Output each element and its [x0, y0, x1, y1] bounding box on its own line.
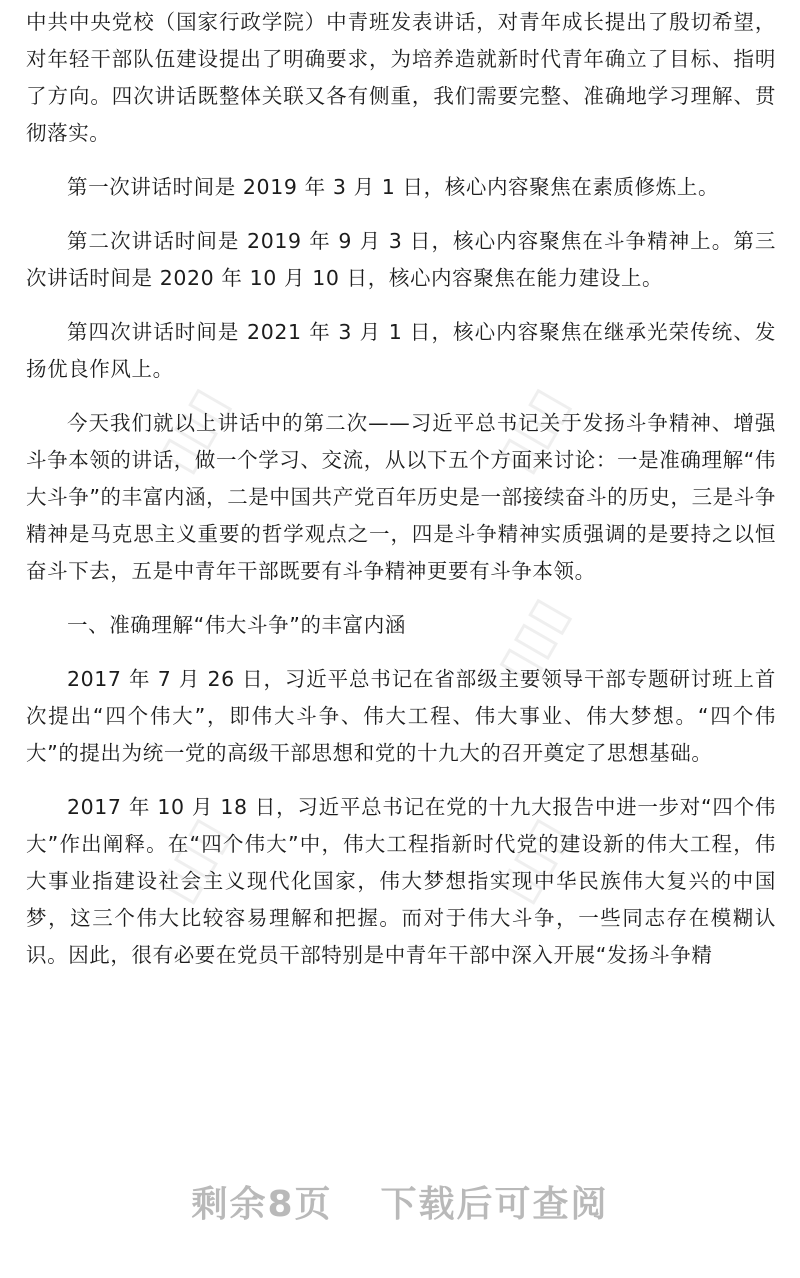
watermark-icon: ▯▯▯ [485, 377, 581, 483]
section-heading: 一、准确理解“伟大斗争”的丰富内涵 [67, 613, 406, 637]
watermark-icon: ▯▯▯ [485, 807, 581, 913]
paragraph-intro: 中共中央党校（国家行政学院）中青班发表讲话，对青年成长提出了殷切希望，对年轻干部队伍建设提出了明确要求，为培养造就新时代青年确立了目标、指明了方向。四次讲话既整体关联又各有侧重，我们需要完整、准确地学习理解、贯彻落实。 [26, 10, 776, 145]
download-banner[interactable] [0, 1176, 800, 1227]
watermark-icon: ▯▯▯ [145, 377, 241, 483]
paragraph-first-speech: 第一次讲话时间是 2019 年 3 月 1 日，核心内容聚焦在素质修炼上。 [67, 175, 720, 199]
download-hint-label: 下载后可查阅 [380, 1184, 609, 1225]
paragraph-four-greats-origin: 2017 年 7 月 26 日，习近平总书记在省部级主要领导干部专题研讨班上首次提出“四个伟大”，即伟大斗争、伟大工程、伟大事业、伟大梦想。“四个伟大”的提出为统一党的高级干部思想和党的十九大的召开奠定了思想基础。 [26, 667, 776, 765]
watermark-icon: ▯▯▯ [145, 807, 241, 913]
paragraph-second-third-speech: 第二次讲话时间是 2019 年 9 月 3 日，核心内容聚焦在斗争精神上。第三次讲话时间是 2020 年 10 月 10 日，核心内容聚焦在能力建设上。 [26, 229, 776, 290]
watermark-icon: ▯▯▯ [485, 587, 581, 693]
paragraph-fourth-speech: 第四次讲话时间是 2021 年 3 月 1 日，核心内容聚焦在继承光荣传统、发扬优良作风上。 [26, 320, 776, 381]
paragraph-four-greats-explanation: 2017 年 10 月 18 日，习近平总书记在党的十九大报告中进一步对“四个伟大”作出阐释。在“四个伟大”中，伟大工程指新时代党的建设新的伟大工程，伟大事业指建设社会主义现代化国家，伟大梦想指实现中华民族伟大复兴的中国梦，这三个伟大比较容易理解和把握。而对于伟大斗争，一些同志存在模糊认识。因此，很有必要在党员干部特别是中青年干部中深入开展“发扬斗争精 [26, 795, 776, 967]
document-body [26, 4, 776, 991]
remaining-pages-label: 剩余8页 [191, 1184, 333, 1225]
paragraph-discussion-outline: 今天我们就以上讲话中的第二次——习近平总书记关于发扬斗争精神、增强斗争本领的讲话，做一个学习、交流，从以下五个方面来讨论：一是准确理解“伟大斗争”的丰富内涵，二是中国共产党百年历史是一部接续奋斗的历史，三是斗争精神是马克思主义重要的哲学观点之一，四是斗争精神实质强调的是要持之以恒奋斗下去，五是中青年干部既要有斗争精神更要有斗争本领。 [26, 411, 776, 583]
